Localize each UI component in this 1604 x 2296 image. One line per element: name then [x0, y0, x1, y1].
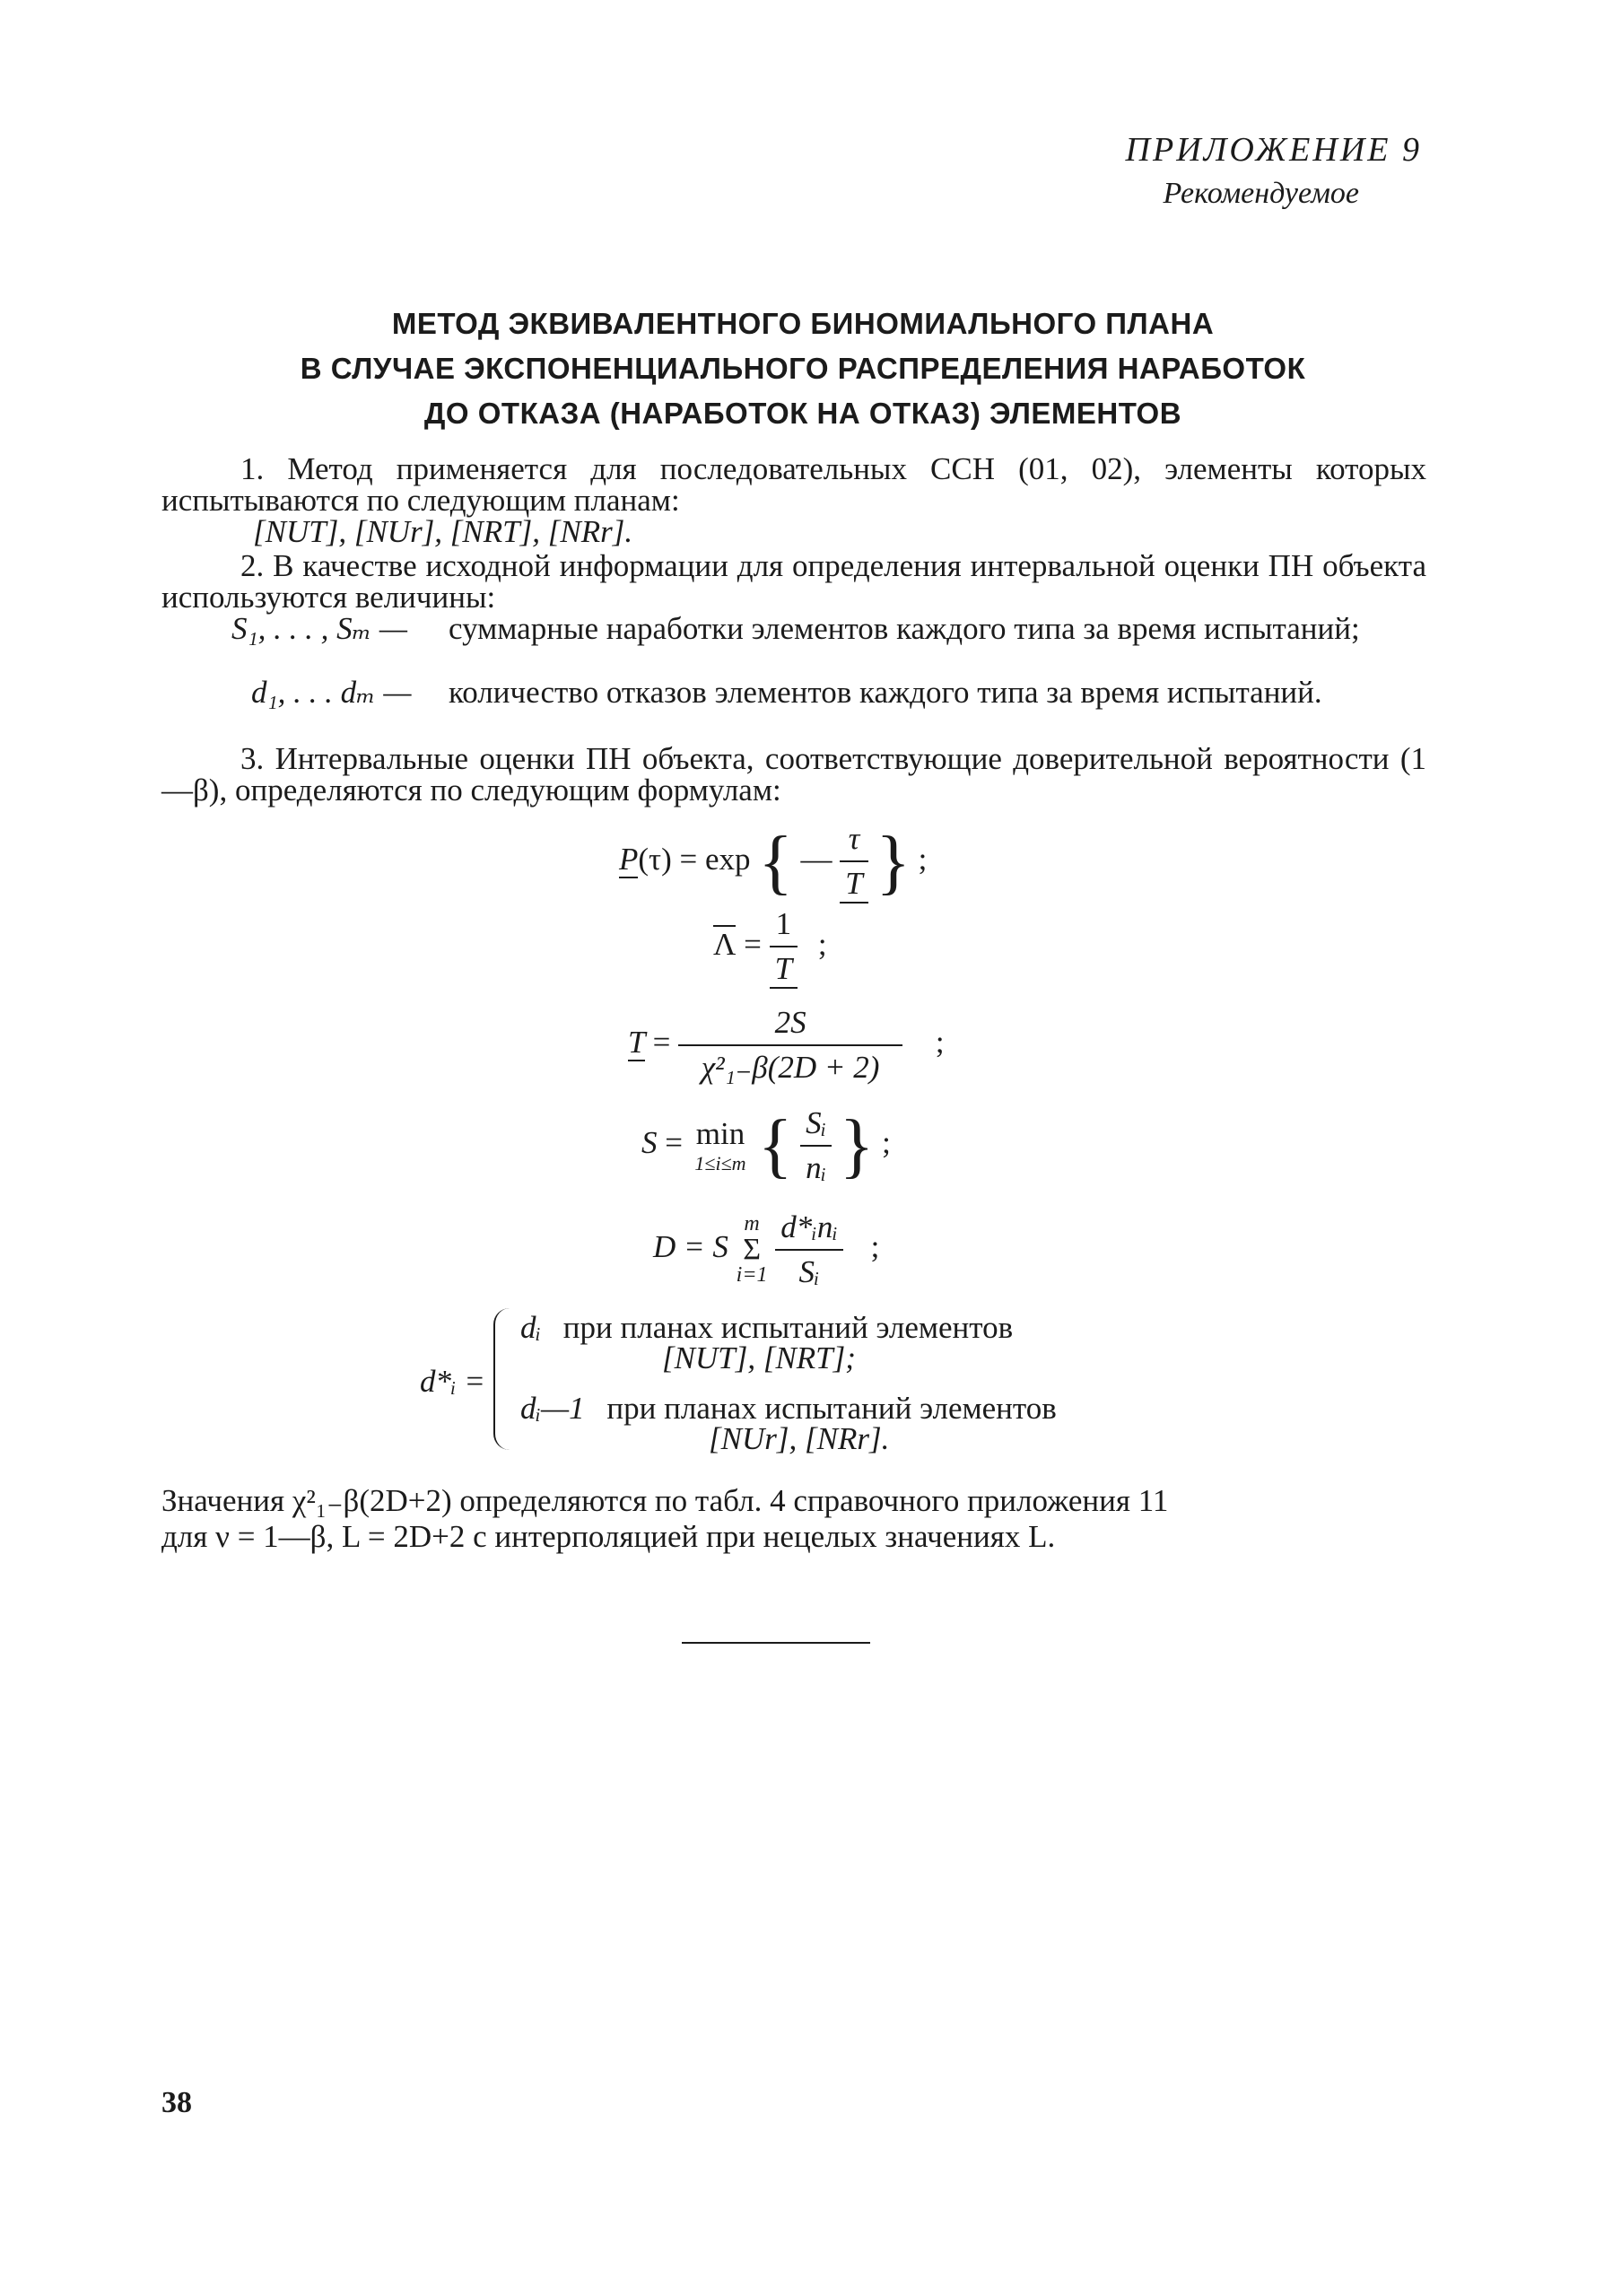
- f6-case1-expr: dᵢ: [520, 1310, 542, 1345]
- formula-reliability: [619, 821, 927, 904]
- f1-numerator: τ: [848, 821, 860, 856]
- f5-fraction: [775, 1209, 843, 1290]
- formula-failure-rate: [713, 906, 827, 989]
- paragraph-1-plans: [NUT], [NUr], [NRT], [NRr].: [253, 514, 633, 549]
- f4-min-operator: [691, 1116, 750, 1175]
- f2-numerator: 1: [775, 906, 792, 941]
- f4-numerator: Sᵢ: [806, 1105, 827, 1140]
- f5-lhs: D: [653, 1229, 676, 1265]
- f1-arg: (τ): [638, 842, 672, 877]
- f4-eq: =: [665, 1125, 683, 1161]
- note-line-1: Значения χ²₁₋β(2D+2) определяются по табл. 4 справочного приложения 11: [161, 1483, 1169, 1518]
- sigma-icon: Σ: [743, 1233, 761, 1266]
- paragraph-3: 3. Интервальные оценки ПН объекта, соответствующие доверительной вероятности (1—β), определяются по следующим формулам:: [161, 741, 1426, 808]
- definition-d-text: количество отказов элементов каждого типа за время испытаний.: [449, 675, 1322, 710]
- title-line-1: МЕТОД ЭКВИВАЛЕНТНОГО БИНОМИАЛЬНОГО ПЛАНА: [391, 307, 1215, 340]
- f2-lhs: Λ: [713, 927, 737, 963]
- formula-s-min: [641, 1105, 891, 1186]
- f5-sum-top: m: [744, 1212, 760, 1235]
- note-line-2: для ν = 1—β, L = 2D+2 с интерполяцией при нецелых значениях L.: [161, 1519, 1056, 1554]
- f5-numerator: d*ᵢnᵢ: [780, 1209, 838, 1244]
- document-title: [179, 301, 1426, 436]
- f3-denominator: χ²₁₋β(2D + 2): [678, 1044, 902, 1086]
- f6-case1-plans: [NUT], [NRT];: [662, 1340, 856, 1375]
- f4-range: 1≤i≤m: [694, 1152, 746, 1174]
- f2-fraction: [770, 906, 798, 989]
- f3-semicolon: ;: [935, 1025, 945, 1061]
- appendix-status: Рекомендуемое: [1163, 177, 1359, 210]
- f5-sum-operator: [737, 1212, 768, 1288]
- paragraph-2: 2. В качестве исходной информации для определения интервальной оценки ПН объекта используются величины:: [161, 548, 1426, 615]
- f1-fraction: [840, 821, 867, 904]
- cases-brace-icon: [493, 1308, 519, 1450]
- f5-sum-bottom: i=1: [736, 1263, 768, 1287]
- page-number: 38: [161, 2086, 192, 2119]
- f2-denominator: T: [770, 946, 798, 989]
- f6-case2-text: при планах испытаний элементов: [606, 1391, 1057, 1426]
- title-line-3: ДО ОТКАЗА (НАРАБОТОК НА ОТКАЗ) ЭЛЕМЕНТОВ: [423, 397, 1182, 430]
- f1-eq: = exp: [679, 842, 751, 877]
- f3-fraction: [678, 1005, 902, 1086]
- f6-lhs: d*ᵢ =: [420, 1364, 485, 1399]
- f2-semicolon: ;: [817, 927, 827, 963]
- f1-minus: —: [800, 842, 833, 877]
- definition-d-symbol: d₁, . . . dₘ —: [251, 675, 412, 710]
- f5-eq: = S: [684, 1229, 728, 1265]
- f4-min: min: [695, 1116, 745, 1151]
- f5-semicolon: ;: [870, 1229, 880, 1265]
- title-line-2: В СЛУЧАЕ ЭКСПОНЕНЦИАЛЬНОГО РАСПРЕДЕЛЕНИЯ НАРАБОТОК: [300, 352, 1306, 385]
- formula-mtbf: [628, 1005, 945, 1086]
- f6-case2-plans: [NUr], [NRr].: [709, 1421, 890, 1456]
- f3-lhs: T: [628, 1025, 645, 1061]
- f4-denominator: nᵢ: [800, 1145, 832, 1186]
- right-brace-icon: }: [839, 1106, 875, 1185]
- f6-case2-expr: dᵢ—1: [520, 1391, 585, 1426]
- right-brace-icon: }: [876, 823, 911, 902]
- f1-denominator: T: [840, 860, 867, 904]
- f4-semicolon: ;: [882, 1125, 891, 1161]
- f1-semicolon: ;: [918, 842, 928, 877]
- f4-fraction: [800, 1105, 832, 1186]
- left-brace-icon: {: [758, 823, 793, 902]
- section-divider: [682, 1642, 870, 1644]
- f1-lhs: P: [619, 842, 639, 877]
- f5-denominator: Sᵢ: [775, 1249, 843, 1290]
- f4-lhs: S: [641, 1125, 658, 1161]
- paragraph-1: 1. Метод применяется для последовательных ССН (01, 02), элементы которых испытываются по следующим планам:: [161, 451, 1426, 518]
- definition-s-symbol: S₁, . . . , Sₘ —: [231, 611, 408, 646]
- appendix-label: ПРИЛОЖЕНИЕ 9: [1125, 131, 1422, 169]
- definition-s-text: суммарные наработки элементов каждого типа за время испытаний;: [449, 611, 1360, 646]
- f6-case1-text: при планах испытаний элементов: [562, 1310, 1014, 1345]
- f3-eq: =: [652, 1025, 671, 1061]
- formula-d-sum: [653, 1209, 879, 1290]
- left-brace-icon: {: [757, 1106, 793, 1185]
- f2-eq: =: [744, 927, 762, 963]
- f3-numerator: 2S: [774, 1005, 806, 1040]
